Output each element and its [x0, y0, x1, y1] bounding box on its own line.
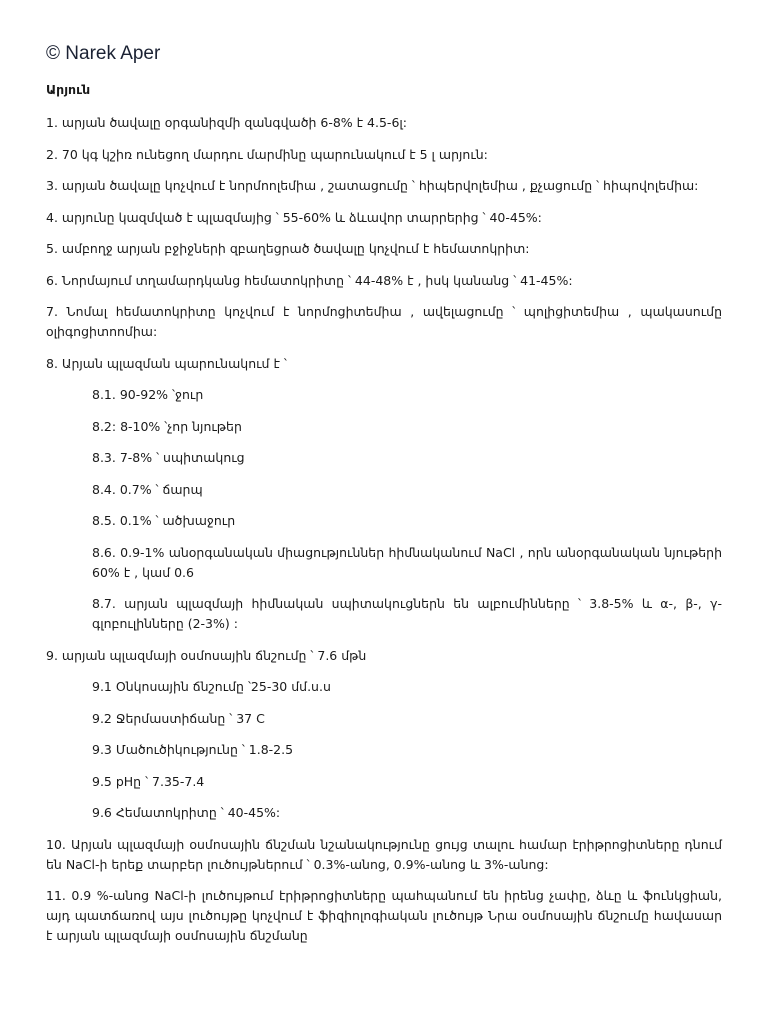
author-credit: © Narek Aper	[46, 43, 161, 64]
item-9-1: 9.1 Օնկոսային ճնշումը ՝25-30 մմ.ս.ս	[92, 679, 331, 694]
document-page	[46, 40, 722, 958]
item-7: 7. Նոմալ հեմատոկրիտը կոչվում է նորմոցիտեմիա , ավելացումը ՝ պոլիցիտեմիա , պակասումը օլիգոցիտոոմիա:	[46, 304, 722, 339]
item-8-1: 8.1. 90-92% ՝ջուր	[92, 387, 204, 402]
item-4: 4. արյունը կազմված է պլազմայից ՝ 55-60% և ձևավոր տարրերից ՝ 40-45%:	[46, 209, 542, 225]
item-8: 8. Արյան պլազման պարունակում է ՝	[46, 355, 287, 371]
item-3: 3. արյան ծավալը կոչվում է նորմոոլեմիա , շատացումը ՝ հիպերվոլեմիա , քչացումը ՝ հիպովոլեմիա:	[46, 178, 699, 193]
item-9-2: 9.2 Ջերմաստիճանը ՝ 37 C	[92, 710, 265, 726]
item-8-6: 8.6. 0.9-1% անօրգանական միացություններ հիմնականում NaCl , որն անօրգանական նյութերի 60% է , կամ 0.6	[92, 544, 722, 580]
item-6: 6. Նորմայում տղամարդկանց հեմատոկրիտը ՝ 44-48% է , իսկ կանանց ՝ 41-45%:	[46, 272, 573, 288]
item-8-7: 8.7. արյան պլազմայի հիմնական սպիտակուցներն են ալբումինները ՝ 3.8-5% և α-, β-, γ-գլոբուլինները (2-3%) :	[92, 596, 722, 631]
item-8-4: 8.4. 0.7% ՝ ճարպ	[92, 481, 203, 497]
item-2: 2. 70 կգ կշիռ ունեցող մարդու մարմինը պարունակում է 5 լ արյուն:	[46, 146, 488, 162]
item-9: 9. արյան պլազմայի օսմոսային ճնշումը ՝ 7.6 մթն	[46, 647, 367, 663]
item-8-2: 8.2: 8-10% ՝չոր նյութեր	[92, 418, 242, 434]
item-10: 10. Արյան պլազմայի օսմոսային ճնշման նշանակությունը ցույց տալու համար էրիթրոցիտները դնում են NaCl-ի երեք տարբեր լուծույթներում ՝ 0.3%-անոց, 0.9%-անոց և 3%-անոց:	[46, 836, 722, 872]
item-9-6: 9.6 Հեմատոկրիտը ՝ 40-45%:	[92, 805, 281, 820]
item-9-3: 9.3 Մածուծիկությունը ՝ 1.8-2.5	[92, 742, 294, 757]
item-8-5: 8.5. 0.1% ՝ ածխաջուր	[92, 513, 236, 528]
item-11: 11. 0.9 %-անոց NaCl-ի լուծույթում էրիթրոցիտները պահպանում են իրենց չափը, ձևը և ֆունկցիան, այդ պատճառով այս լուծույթը կոչվում է ֆիզիոլոգիական լուծույթ Նրա օսմոսային ճնշումը հավասար է արյան պլազմայի օսմոսային ճնշմանը	[46, 888, 722, 943]
document-heading: Արյուն	[46, 82, 91, 97]
item-1: 1. արյան ծավալը օրգանիզմի զանգվածի 6-8% է 4.5-6լ:	[46, 115, 407, 130]
item-9-5: 9.5 pHը ՝ 7.35-7.4	[92, 773, 205, 789]
item-8-3: 8.3. 7-8% ՝ սպիտակուց	[92, 450, 245, 465]
item-5: 5. ամբողջ արյան բջիջների զբաղեցրած ծավալը կոչվում է հեմատոկրիտ:	[46, 241, 530, 256]
